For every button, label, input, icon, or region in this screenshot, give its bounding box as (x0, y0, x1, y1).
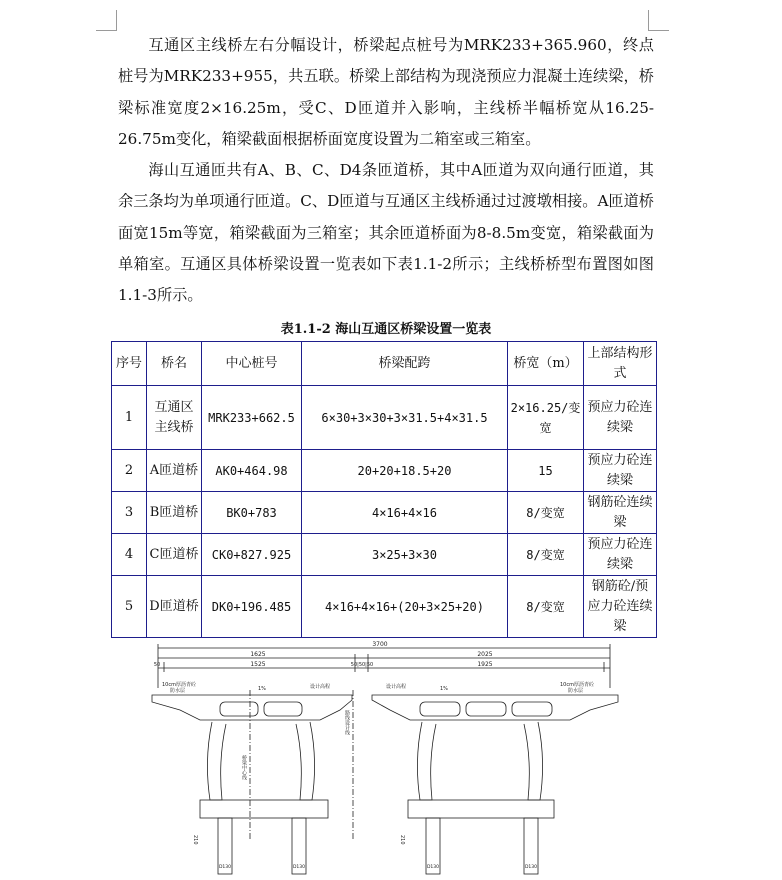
cell-spans: 4×16+4×16 (302, 492, 508, 534)
header-spans: 桥梁配跨 (302, 342, 508, 386)
cell-name: 互通区主线桥 (147, 386, 202, 450)
right-box-girder (372, 695, 618, 720)
label-road-design-line: 路线设计线 (344, 710, 350, 735)
height-label-right: 210 (399, 835, 405, 845)
cell-station: BK0+783 (202, 492, 302, 534)
design-elevation-left: 设计高程 (310, 684, 331, 690)
cell-width: 8/变宽 (508, 576, 584, 638)
layer-note-left-2: 防水层 (170, 688, 186, 694)
cell-spans: 20+20+18.5+20 (302, 450, 508, 492)
cell-station: DK0+196.485 (202, 576, 302, 638)
cell-name: B匝道桥 (147, 492, 202, 534)
slope-right: 1% (440, 686, 448, 692)
dim-sub-right: 1925 (477, 661, 493, 668)
dim-half-right: 2025 (477, 651, 493, 658)
cell-station: CK0+827.925 (202, 534, 302, 576)
cell-station: AK0+464.98 (202, 450, 302, 492)
cell-station: MRK233+662.5 (202, 386, 302, 450)
paragraph-ramp-bridges: 海山互通匝共有A、B、C、D4条匝道桥，其中A匝道为双向通行匝道，其余三条均为单项通行匝道。C、D匝道与互通区主线桥通过过渡墩相接。A匝道桥面宽15m等宽，箱梁截面为三箱室；其余匝道桥面为8-8.5m变宽，箱梁截面为单箱室。互通区具体桥梁设置一览表如下表1.1-2所示；主线桥桥型布置图如图1.1-3所示。 (118, 161, 654, 305)
dimension-lines (158, 644, 610, 688)
cell-width: 15 (508, 450, 584, 492)
table-row (112, 450, 657, 492)
pile-label: D130 (426, 865, 440, 870)
header-index: 序号 (112, 342, 147, 386)
cell-index: 1 (112, 386, 147, 450)
pile-label: D130 (292, 865, 306, 870)
header-station: 中心桩号 (202, 342, 302, 386)
cell-width: 8/变宽 (508, 492, 584, 534)
cell-structure: 预应力砼连续梁 (584, 534, 657, 576)
dim-sub-mid: 50|50|50 (350, 662, 374, 668)
table-row (112, 492, 657, 534)
cell-index: 2 (112, 450, 147, 492)
dim-sub-left: 1525 (250, 661, 266, 668)
height-label-left: 210 (192, 835, 198, 845)
cell-structure: 钢筋砼连续梁 (584, 492, 657, 534)
cell-name: D匝道桥 (147, 576, 202, 638)
layer-note-left: 10cm厚沥青砼 (162, 682, 196, 688)
left-box-girder (152, 695, 352, 720)
right-pier (408, 722, 554, 874)
paragraph-main-bridge: 互通区主线桥左右分幅设计，桥梁起点桩号为MRK233+365.960，终点桩号为MRK233+955，共五联。桥梁上部结构为现浇预应力混凝土连续梁，桥梁标准宽度2×16.25m，受C、D匝道并入影响，主线桥半幅桥宽从16.25-26.75m变化，箱梁截面根据桥面宽度设置为二箱室或三箱室。 (118, 36, 654, 148)
layer-note-right-2: 防水层 (568, 688, 584, 694)
dim-total: 3700 (372, 641, 388, 648)
design-elevation-right: 设计高程 (386, 684, 407, 690)
table-row (112, 534, 657, 576)
header-structure: 上部结构形式 (584, 342, 657, 386)
cell-spans: 6×30+3×30+3×31.5+4×31.5 (302, 386, 508, 450)
cell-index: 4 (112, 534, 147, 576)
cell-structure: 预应力砼连续梁 (584, 386, 657, 450)
cell-width: 2×16.25/变宽 (508, 386, 584, 450)
cell-structure: 预应力砼连续梁 (584, 450, 657, 492)
cell-index: 3 (112, 492, 147, 534)
header-name: 桥名 (147, 342, 202, 386)
cell-name: C匝道桥 (147, 534, 202, 576)
table-caption: 表1.1-2 海山互通区桥梁设置一览表 (280, 322, 492, 337)
label-bridge-center-line: 桥梁中心线 (241, 755, 247, 780)
slope-left: 1% (258, 686, 266, 692)
cell-spans: 3×25+3×30 (302, 534, 508, 576)
pile-label: D130 (524, 865, 538, 870)
cell-width: 8/变宽 (508, 534, 584, 576)
pile-label: D130 (218, 865, 232, 870)
table-header-row (112, 342, 657, 386)
left-pier (200, 722, 328, 874)
header-width: 桥宽（m） (508, 342, 584, 386)
bridge-table (111, 341, 657, 638)
cell-spans: 4×16+4×16+(20+3×25+20) (302, 576, 508, 638)
table-row (112, 386, 657, 450)
cell-structure: 钢筋砼/预应力砼连续梁 (584, 576, 657, 638)
dim-half-left: 1625 (250, 651, 266, 658)
bridge-cross-section-drawing (140, 640, 630, 876)
page-corner-mark-right (648, 10, 669, 31)
page-corner-mark-left (96, 10, 117, 31)
cell-name: A匝道桥 (147, 450, 202, 492)
layer-note-right: 10cm厚沥青砼 (560, 682, 594, 688)
dim-edge: 50 (153, 662, 161, 668)
cell-index: 5 (112, 576, 147, 638)
table-row (112, 576, 657, 638)
body-text (118, 30, 654, 312)
